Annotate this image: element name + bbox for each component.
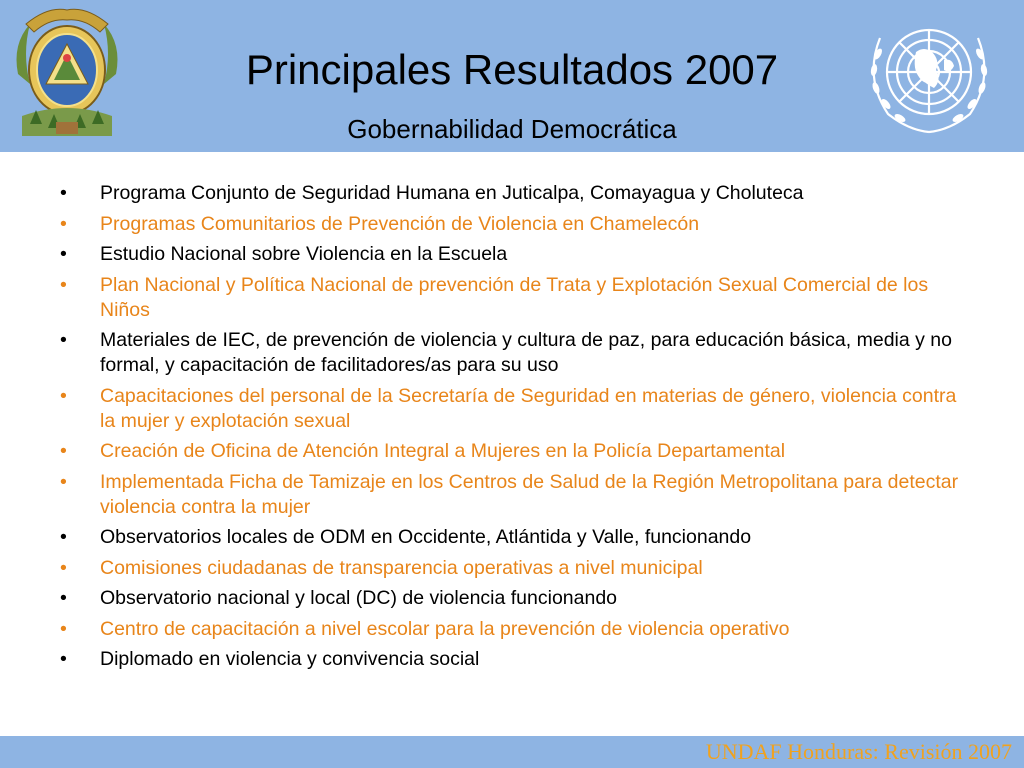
bullet-icon: • — [60, 329, 67, 351]
bullet-icon: • — [60, 470, 67, 493]
slide-header — [0, 0, 1024, 152]
list-item — [60, 181, 960, 206]
list-item-text: Estudio Nacional sobre Violencia en la Escuela — [100, 243, 508, 265]
bullet-icon: • — [60, 384, 67, 407]
bullet-icon: • — [60, 440, 67, 462]
list-item — [60, 470, 960, 520]
list-item — [60, 328, 960, 378]
list-item — [60, 242, 960, 267]
footer-text: UNDAF Honduras: Revisión 2007 — [705, 739, 1012, 764]
bullet-icon: • — [60, 243, 67, 265]
list-item — [60, 525, 960, 550]
bullet-icon: • — [60, 617, 67, 640]
list-item-text: Programa Conjunto de Seguridad Humana en Juticalpa, Comayagua y Choluteca — [100, 182, 804, 204]
list-item-text: Diplomado en violencia y convivencia social — [100, 648, 480, 670]
bullet-icon: • — [60, 526, 67, 548]
list-item-text: Implementada Ficha de Tamizaje en los Centros de Salud de la Región Metropolitana para detectar violencia contra la mujer — [100, 470, 959, 518]
list-item-text: Observatorio nacional y local (DC) de violencia funcionando — [100, 587, 618, 609]
list-item-text: Plan Nacional y Política Nacional de prevención de Trata y Explotación Sexual Comercial de los Niños — [100, 273, 929, 321]
bullet-icon: • — [60, 182, 67, 204]
list-item-text: Programas Comunitarios de Prevención de Violencia en Chamelecón — [100, 212, 700, 235]
un-emblem-icon — [858, 8, 1000, 142]
list-item — [60, 647, 960, 672]
list-item — [60, 556, 960, 581]
slide-title: Principales Resultados 2007 — [245, 46, 779, 93]
bullet-icon: • — [60, 648, 67, 670]
bullet-icon: • — [60, 273, 67, 296]
bullet-icon: • — [60, 556, 67, 579]
bullet-icon: • — [60, 587, 67, 609]
list-item-text: Creación de Oficina de Atención Integral a Mujeres en la Policía Departamental — [100, 440, 786, 462]
list-item — [60, 617, 960, 642]
list-item — [60, 586, 960, 611]
list-item — [60, 212, 960, 237]
list-item — [60, 384, 960, 434]
list-item-text: Capacitaciones del personal de la Secretaría de Seguridad en materias de género, violencia contra la mujer y explotación sexual — [100, 384, 957, 432]
honduras-coat-of-arms-icon — [8, 4, 126, 142]
list-item-text: Materiales de IEC, de prevención de violencia y cultura de paz, para educación básica, media y no formal, y capacitación de facilitadores/as para su uso — [100, 329, 952, 376]
list-item — [60, 439, 960, 464]
list-item-text: Observatorios locales de ODM en Occidente, Atlántida y Valle, funcionando — [100, 526, 752, 548]
results-list — [60, 181, 960, 678]
list-item — [60, 273, 960, 323]
bullet-icon: • — [60, 212, 67, 235]
list-item-text: Comisiones ciudadanas de transparencia operativas a nivel municipal — [100, 556, 703, 579]
slide-subtitle: Gobernabilidad Democrática — [347, 114, 677, 144]
list-item-text: Centro de capacitación a nivel escolar para la prevención de violencia operativo — [100, 617, 790, 640]
slide-footer — [0, 736, 1024, 768]
